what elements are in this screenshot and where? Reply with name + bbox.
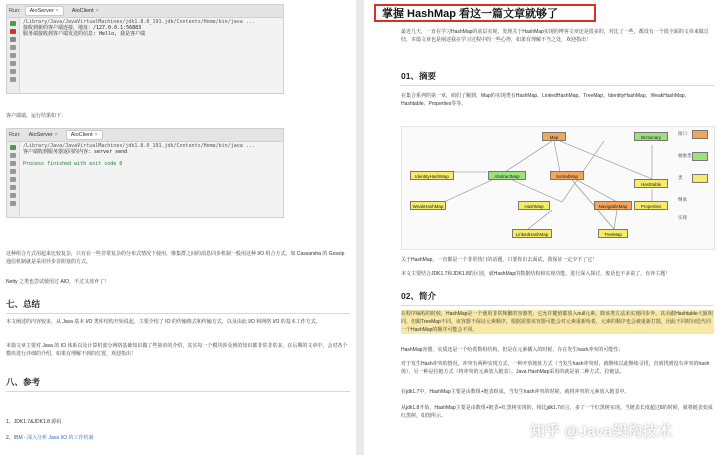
node-identityhashmap: IdentityHashMap [410,171,454,180]
stop-icon[interactable] [10,153,16,158]
node-properties: Properties [634,201,668,210]
node-linkedhashmap: LinkedHashMap [512,229,552,238]
close-icon[interactable] [10,201,16,206]
hashmap-class-diagram [401,126,715,250]
close-icon[interactable]: × [95,8,99,14]
run-label: Run: [9,132,21,138]
tab-label: AioServer [29,8,54,14]
paragraph: HashMap容器，实质还是一个哈希数组结构，但是在元素插入的时候，存在发生hash冲突的可能性； [401,347,624,353]
close-icon[interactable]: × [54,132,58,138]
node-dictionary: Dictionary [634,132,668,141]
divider [6,391,350,392]
paragraph: 关于HashMap，一直都是一个非常热门的话题，只要你出去面试，我保证一定少不了它！ [401,257,598,263]
run-toolbar [7,18,20,93]
left-article-panel [0,0,356,455]
diagram-connectors [402,127,714,249]
paragraph: Netty 之类也尝试使用过 AIO，不过又放弃了！ [6,279,110,285]
tab-label: AioClient [70,132,93,138]
paragraph: 本篇文章主要对 Java 的 IO 体系以及计算机部分网络基础知识做了些简单的介绍，其实每一个模块涉及到的知识都非常非常多，在后期的文章中，会对各个模块进行详细的介绍，如果有理解不到的位置，欢迎指出！ [6,343,348,357]
legend-swatch [692,130,708,139]
scroll-icon[interactable] [10,45,16,50]
intro-paragraph: 最近几天，一直在学习HashMap的底层实现，发现关于HashMap实现的博客文章还是很多的，对比了一些，都没有一个很全面的文章来做总结，本篇文章也是阐述我在学习过程中的一些心得，如果有理解不当之处，欢迎指出！ [401,29,709,43]
tab-aioserver[interactable] [25,131,62,139]
ide-run-console-server [6,4,284,94]
ide-run-console-client [6,128,284,218]
divider [6,313,350,314]
run-toolbar [7,142,20,217]
legend-extends: 继承 [678,197,687,202]
client-caption: 客户端端，运行结果如下： [6,113,67,119]
paragraph: 在jdk1.7中，HashMap主要是由数组+链表组成，当发生hash冲突的时候，就将冲突的元素放入链表中。 [401,389,630,395]
pause-icon[interactable] [10,161,16,166]
trash-icon[interactable] [10,185,16,190]
right-article-panel [364,0,720,455]
scroll-icon[interactable] [10,169,16,174]
console-line: /Library/Java/JavaVirtualMachines/jdk1.8.0_191.jdk/Contents/Home/bin/java ... [23,143,255,149]
article-title: 掌握 HashMap 看这一篇文章就够了 [374,4,596,22]
pin-icon[interactable] [10,69,16,74]
run-label: Run: [9,8,21,14]
legend-class: 类 [678,175,683,180]
tab-label: AioServer [28,132,53,138]
console-output [23,19,279,37]
close-icon[interactable] [10,77,16,82]
highlighted-paragraph: 在程序编程的时候，HashMap是一个使用非常频繁的容器类，它允许键值都放入null元素。除该类方法未实现同步外，其余跟Hashtable大致相同，但跟TreeMap不同，该容器不保证元素顺序，根据需要该容器可能会对元素重新哈希，元素的顺序也会被重新打散，因此不同时间迭代同一个HashMap的顺序可能会不同。 [401,311,713,333]
print-icon[interactable] [10,53,16,58]
paragraph: 本文主要结合JDK1.7和JDK1.8的区别，就HashMap的数据结构和实现功能，进行深入探讨，废话也不多说了，直奔主题！ [401,271,671,277]
tab-label: AioClient [71,8,94,14]
run-tabbar [7,5,283,18]
paragraph: 这种组合方式用起来比较复杂，只有在一些非常复杂的分布式情况下使用，像集群之间的消息同步机制一般用这种 I/O 组合方式。如 Cassandra 的 Gossip 通信机制就是采用异步非阻塞的方式。 [6,251,345,265]
rerun-icon[interactable] [10,21,16,26]
divider [401,305,714,306]
legend-interface: 接口 [678,131,687,136]
section-heading: 01、摘要 [401,71,436,81]
rerun-icon[interactable] [10,145,16,150]
pin-icon[interactable] [10,193,16,198]
reference-item: 1、JDK1.7&JDK1.8 源码 [6,419,62,425]
trash-icon[interactable] [10,61,16,66]
stop-icon[interactable] [10,29,16,34]
node-weakhashmap: WeakHashMap [410,201,446,210]
tab-aioclient[interactable] [68,7,103,15]
console-line: /Library/Java/JavaVirtualMachines/jdk1.8.0_191.jdk/Contents/Home/bin/java ... [23,19,255,25]
paragraph: 从jdk1.8开始，HashMap主要是由数组+链表+红黑树实现的，相比jdk1.7而言，多了一个红黑树实现。当链表长度超过8的时候，就将链表变成红黑树，如图所示。 [401,405,713,419]
node-sortedmap: SortedMap [550,171,584,180]
divider [401,85,714,86]
node-hashtable: Hashtable [634,179,668,188]
reference-link[interactable]: IBM - 深入分析 Java I/O 的工作机制 [13,435,94,441]
node-map: Map [542,132,566,141]
tab-aioclient[interactable] [66,130,103,140]
print-icon[interactable] [10,177,16,182]
paragraph: 对于发生Hash冲突的情况，冲突有两种实现方式，一种开放地址方式（当发生hash冲突时，就继续以此继续寻找，直到找到没有冲突的hash值），另一种是拉链方式（将冲突的元素放入链表）。Java HashMap采用的就是第二种方式，拉链法。 [401,361,710,375]
zhihu-watermark: 知乎 @Java架构技术 [530,423,673,440]
pause-icon[interactable] [10,37,16,42]
paragraph: 本文阐述的内容较多，从 Java 基本 I/O 类库结构开始说起，主要介绍了 IO 的传输格式和传输方式，以及由此 I/O 和网络 I/O 的基本工作方式。 [6,319,321,325]
reference-number: 2、 [6,435,14,441]
console-line: 客户端收到服务器返回的内容: server send [23,149,128,155]
legend-swatch [692,152,708,161]
run-tabbar [7,129,283,142]
close-icon[interactable]: × [55,8,59,14]
node-navigablemap: NavigableMap [594,201,632,210]
paragraph: 在集合系列的第一章，咱们了解到，Map的实现类有HashMap、LinkedHashMap、TreeMap、IdentityHashMap、WeakHashMap、Hashtable、Properties等等。 [401,93,690,107]
tab-aioserver[interactable] [25,6,64,16]
close-icon[interactable]: × [94,132,98,138]
section-heading: 八、参考 [6,377,41,387]
node-abstractmap: AbstractMap [488,171,526,180]
section-heading: 02、简介 [401,291,436,301]
reference-item [6,434,350,442]
console-line: 接收到新的客户端连接，地址：/127.0.0.1:56883 [23,25,142,31]
legend-abstract: 抽象类 [678,153,692,158]
console-line: 服务端接收到客户端发送的信息: Hello, 我是客户端 [23,31,146,37]
console-output [23,143,279,167]
legend-implements: 实现 [678,215,687,220]
section-heading: 七、总结 [6,299,41,309]
console-exit-line: Process finished with exit code 0 [23,161,123,167]
legend-swatch [692,174,708,183]
node-hashmap: HashMap [518,201,550,210]
node-treemap: TreeMap [598,229,628,238]
